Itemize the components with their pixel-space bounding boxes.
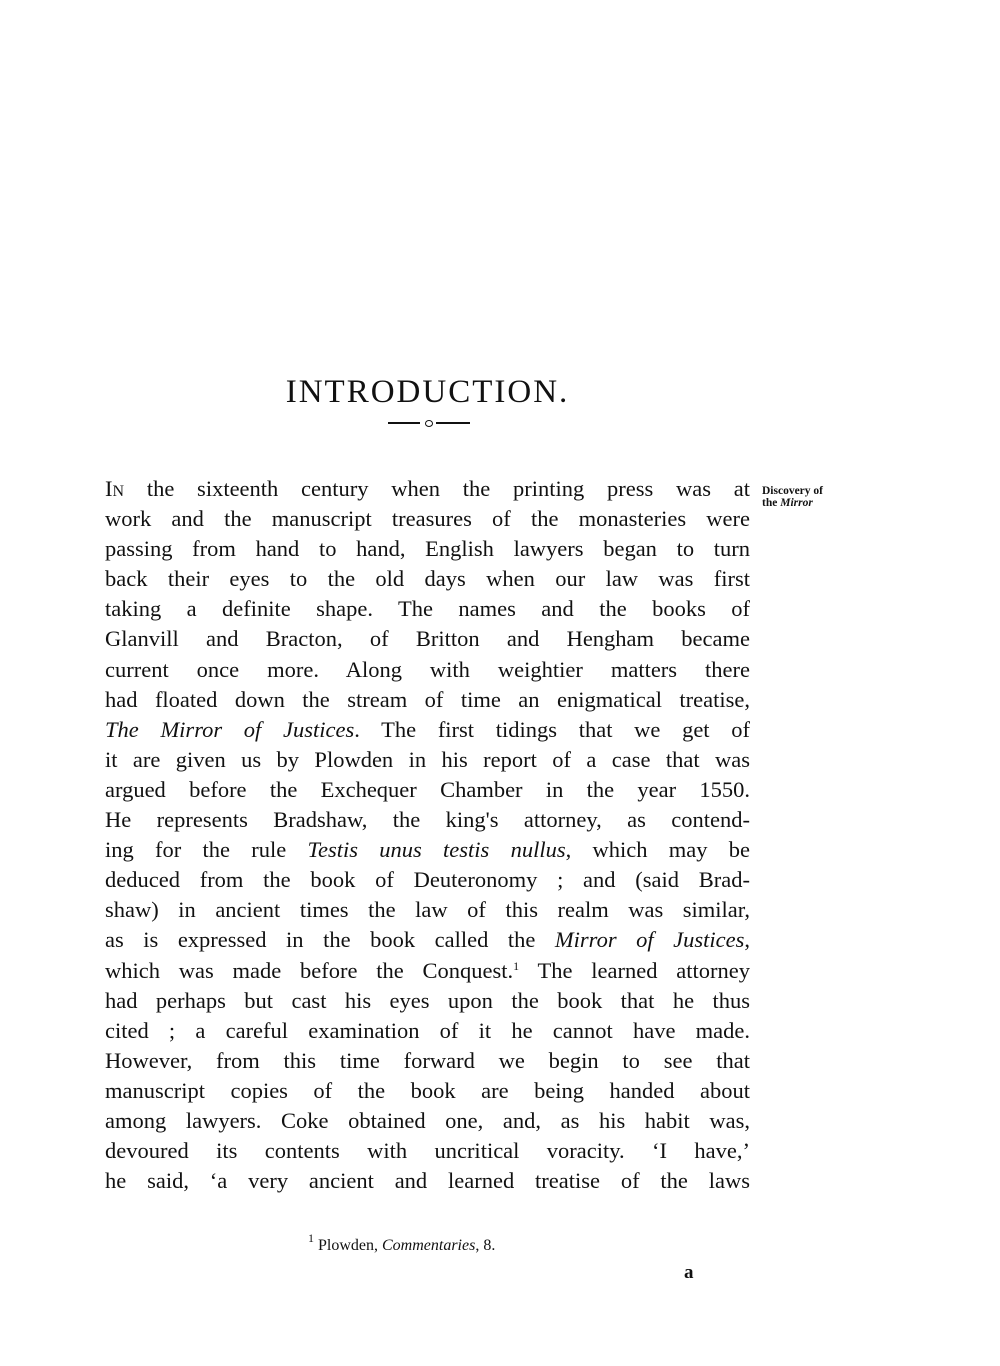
text-line bbox=[105, 865, 750, 895]
footnote-ref: 1 bbox=[513, 958, 520, 973]
text-line bbox=[105, 624, 750, 654]
text-span: as is expressed in the book called the bbox=[105, 927, 555, 953]
text-span: , which may be bbox=[565, 837, 750, 863]
italic-text: The Mirror of Justices bbox=[105, 716, 355, 742]
text-span: work and the manuscript treasures of the monasteries were bbox=[105, 506, 750, 532]
marginal-note-italic: Mirror bbox=[780, 497, 813, 509]
marginal-note-line-2 bbox=[762, 497, 823, 509]
footnote-author: Plowden, bbox=[318, 1237, 382, 1254]
text-span: he said, ‘a very ancient and learned treatise of the laws bbox=[105, 1168, 750, 1194]
marginal-note-line-1: Discovery of bbox=[762, 485, 823, 497]
body-paragraph bbox=[105, 474, 750, 1196]
footnote-marker: 1 bbox=[308, 1231, 314, 1245]
text-span: , bbox=[744, 927, 750, 953]
footnote-page: , 8. bbox=[475, 1237, 496, 1254]
text-line bbox=[105, 1046, 750, 1076]
ornament-diamond bbox=[425, 420, 433, 427]
text-span: N bbox=[112, 483, 125, 500]
text-span: the sixteenth century when the printing press was at bbox=[124, 476, 750, 501]
text-line bbox=[105, 474, 750, 504]
text-span: manuscript copies of the book are being handed about bbox=[105, 1077, 750, 1103]
text-line bbox=[105, 1136, 750, 1166]
marginal-note bbox=[762, 485, 823, 509]
footnote-work: Commentaries bbox=[382, 1237, 476, 1254]
ornament-divider-icon bbox=[388, 418, 470, 426]
text-line bbox=[105, 835, 750, 865]
text-span: had floated down the stream of time an enigmatical treatise, bbox=[105, 686, 750, 712]
italic-text: Testis unus testis nullus bbox=[307, 837, 566, 863]
text-span: passing from hand to hand, English lawyers began to turn bbox=[105, 536, 750, 562]
text-line bbox=[105, 745, 750, 775]
text-line bbox=[105, 534, 750, 564]
marginal-note-prefix: the bbox=[762, 497, 781, 509]
text-line bbox=[105, 715, 750, 745]
text-line bbox=[105, 504, 750, 534]
text-span: argued before the Exchequer Chamber in the year 1550. bbox=[105, 776, 750, 802]
text-span: . The first tidings that we get of bbox=[354, 716, 750, 742]
text-line bbox=[105, 594, 750, 624]
text-line bbox=[105, 925, 750, 955]
text-span: cited ; a careful examination of it he cannot have made. bbox=[105, 1017, 750, 1043]
text-span: back their eyes to the old days when our law was first bbox=[105, 566, 750, 592]
text-span: which was made before the Conquest. bbox=[105, 957, 514, 983]
text-span: it are given us by Plowden in his report of a case that was bbox=[105, 746, 750, 772]
text-line bbox=[105, 956, 750, 986]
text-span: deduced from the book of Deuteronomy ; and (said Brad- bbox=[105, 867, 750, 893]
text-span: The learned attorney bbox=[519, 957, 750, 983]
text-span: shaw) in ancient times the law of this realm was similar, bbox=[105, 897, 750, 923]
footnote bbox=[308, 1231, 496, 1255]
text-span: current once more. Along with weightier matters there bbox=[105, 656, 750, 682]
text-span: However, from this time forward we begin to see that bbox=[105, 1047, 750, 1073]
text-span: ing for the rule bbox=[105, 837, 308, 863]
text-span: Glanvill and Bracton, of Britton and Hengham became bbox=[105, 626, 750, 652]
signature-mark: a bbox=[684, 1262, 694, 1283]
text-span: had perhaps but cast his eyes upon the book that he thus bbox=[105, 987, 750, 1013]
text-line bbox=[105, 986, 750, 1016]
text-span: devoured its contents with uncritical voracity. ‘I have,’ bbox=[105, 1138, 750, 1164]
text-line bbox=[105, 895, 750, 925]
italic-text: Mirror of Justices bbox=[554, 927, 745, 953]
text-line bbox=[105, 775, 750, 805]
text-line bbox=[105, 1076, 750, 1106]
chapter-title: INTRODUCTION. bbox=[285, 374, 570, 411]
ornament-rule-left bbox=[388, 422, 420, 424]
text-line bbox=[105, 1106, 750, 1136]
text-line bbox=[105, 805, 750, 835]
text-line bbox=[105, 655, 750, 685]
text-span: He represents Bradshaw, the king's attorney, as contend- bbox=[105, 807, 750, 833]
text-span: taking a definite shape. The names and the books of bbox=[105, 596, 750, 622]
ornament-rule-right bbox=[436, 422, 470, 424]
text-line bbox=[105, 1166, 750, 1196]
text-span: I bbox=[105, 476, 113, 501]
text-span: among lawyers. Coke obtained one, and, as his habit was, bbox=[105, 1107, 750, 1133]
text-line bbox=[105, 564, 750, 594]
text-line bbox=[105, 1016, 750, 1046]
text-line bbox=[105, 685, 750, 715]
